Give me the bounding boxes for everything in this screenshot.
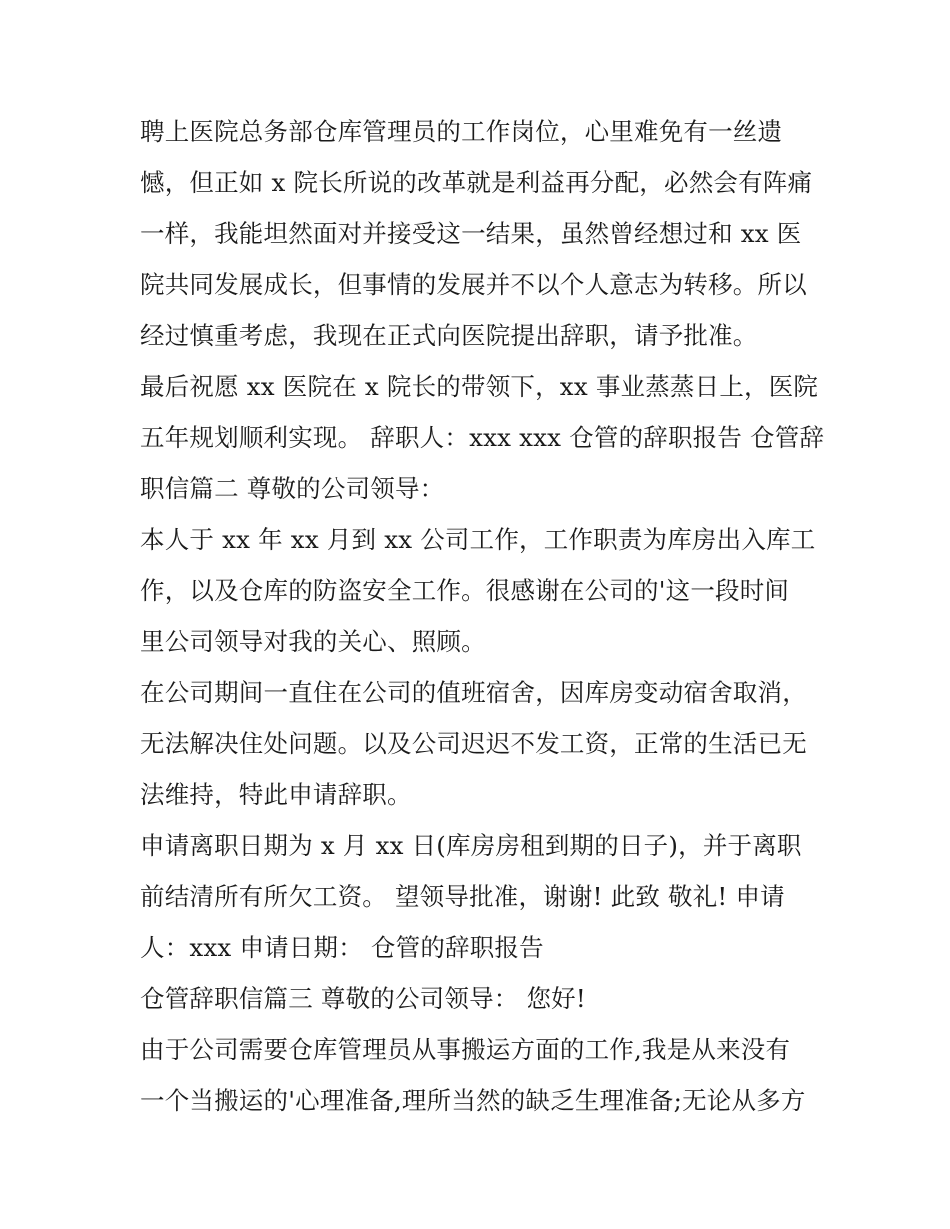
text-line: 作，以及仓库的防盗安全工作。很感谢在公司的'这一段时间: [140, 576, 790, 605]
text-line: 最后祝愿 xx 医院在 x 院长的带领下，xx 事业蒸蒸日上，医院: [140, 372, 819, 401]
text-line: 由于公司需要仓库管理员从事搬运方面的工作,我是从来没有: [140, 1035, 791, 1064]
text-line: 仓管辞职信篇三 尊敬的公司领导： 您好!: [140, 984, 586, 1013]
text-line: 经过慎重考虑，我现在正式向医院提出辞职，请予批准。: [140, 321, 758, 350]
text-line: 一个当搬运的'心理准备,理所当然的缺乏生理准备;无论从多方: [140, 1086, 806, 1115]
text-line: 申请离职日期为 x 月 xx 日(库房房租到期的日子)，并于离职: [140, 831, 802, 860]
text-line: 里公司领导对我的关心、照顾。: [140, 627, 486, 656]
text-line: 人：xxx 申请日期： 仓管的辞职报告: [140, 933, 544, 962]
text-line: 无法解决住处问题。以及公司迟迟不发工资，正常的生活已无: [140, 729, 807, 758]
text-line: 憾，但正如 x 院长所说的改革就是利益再分配，必然会有阵痛: [140, 168, 813, 197]
text-line: 一样，我能坦然面对并接受这一结果，虽然曾经想过和 xx 医: [140, 219, 802, 248]
document-body: [140, 106, 825, 1126]
text-line: 职信篇二 尊敬的公司领导：: [140, 474, 445, 503]
text-line: 院共同发展成长，但事情的发展并不以个人意志为转移。所以: [140, 270, 807, 299]
text-line: 法维持，特此申请辞职。: [140, 780, 412, 809]
text-line: 聘上医院总务部仓库管理员的工作岗位，心里难免有一丝遗: [140, 117, 783, 146]
text-line: 五年规划顺利实现。 辞职人：xxx xxx 仓管的辞职报告 仓管辞: [140, 423, 825, 452]
text-line: 前结清所有所欠工资。 望领导批准，谢谢! 此致 敬礼! 申请: [140, 882, 785, 911]
text-line: 在公司期间一直住在公司的值班宿舍，因库房变动宿舍取消，: [140, 678, 807, 707]
text-line: 本人于 xx 年 xx 月到 xx 公司工作，工作职责为库房出入库工: [140, 525, 816, 554]
